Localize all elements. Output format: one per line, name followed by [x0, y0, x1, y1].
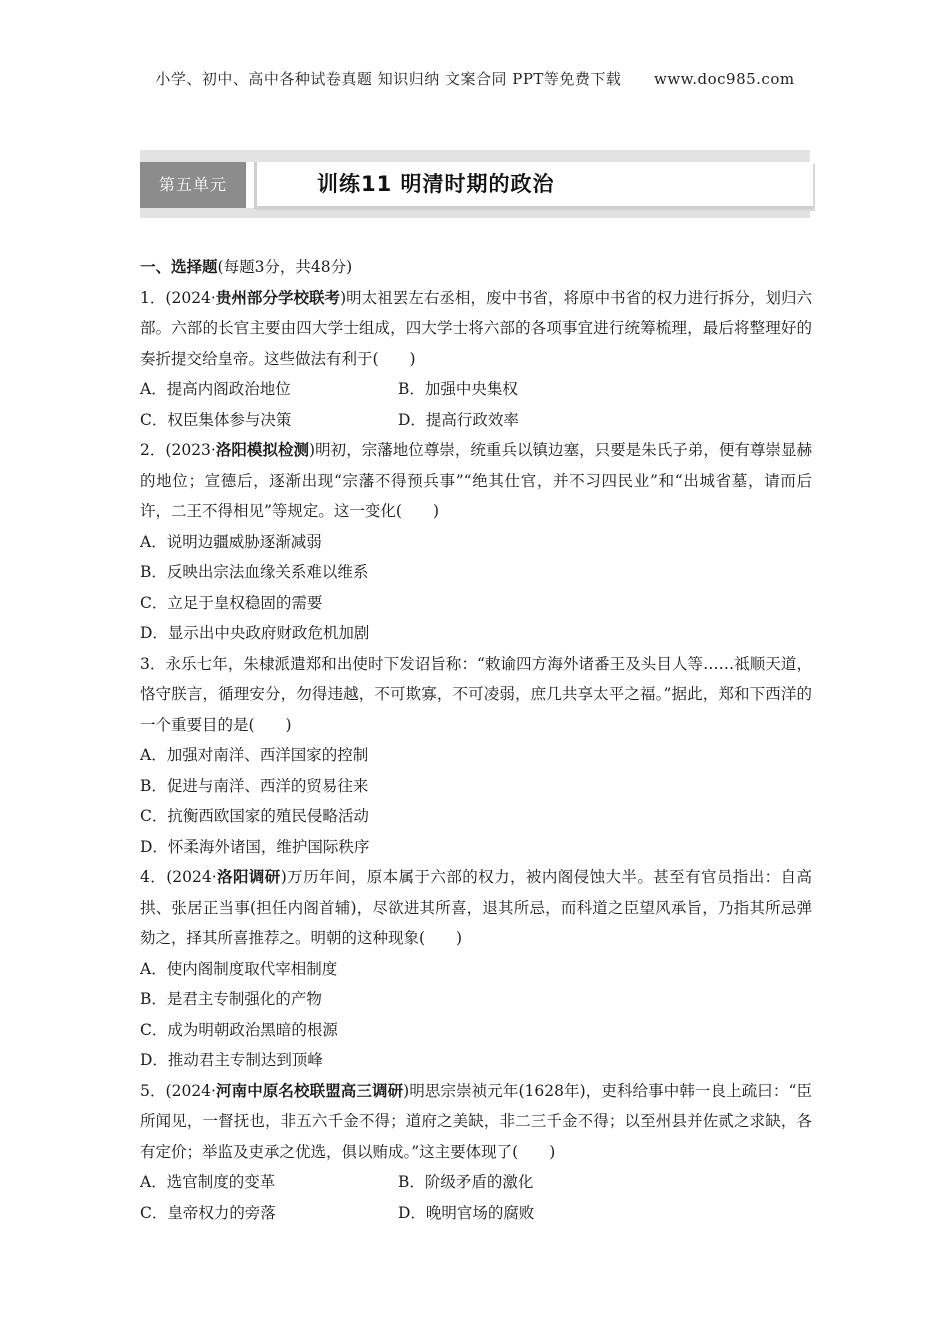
option-a[interactable]: A．提高内阁政治地位	[140, 380, 291, 398]
question-2	[140, 435, 812, 649]
option-d[interactable]: D．晚明官场的腐败	[398, 1203, 535, 1222]
question-5	[140, 1076, 812, 1229]
option-c[interactable]: C．立足于皇权稳固的需要	[140, 593, 323, 612]
question-source: 河南中原名校联盟高三调研	[215, 1081, 404, 1100]
option-d[interactable]: D．显示出中央政府财政危机加剧	[140, 624, 370, 642]
question-text: 万历年间，原本属于六部的权力，被内阁侵蚀大半。甚至有官员指出：自高拱、张居正当事(担任内阁首辅)，尽欲进其所喜，退其所忌，而科道之臣望风承旨，乃指其所忌弹劾之，择其所喜推荐之。明朝的这种现象( )	[140, 868, 812, 947]
source-close: )	[340, 288, 347, 307]
source-open: (2024·	[165, 288, 216, 307]
question-stem	[140, 435, 812, 527]
option-d[interactable]: D．怀柔海外诸国，维护国际秩序	[140, 837, 370, 856]
option-d[interactable]: D．推动君主专制达到顶峰	[140, 1051, 323, 1069]
source-close: )	[403, 1081, 410, 1100]
lesson-title: 训练11 明清时期的政治	[317, 172, 555, 196]
section-heading	[140, 252, 812, 283]
banner-stripe-bottom	[140, 208, 810, 218]
option-a[interactable]: A．说明边疆威胁逐渐减弱	[140, 532, 322, 551]
question-source: 贵州部分学校联考	[215, 288, 341, 307]
option-a[interactable]: A．使内阁制度取代宰相制度	[140, 959, 338, 978]
option-d[interactable]: D．提高行政效率	[398, 410, 519, 429]
section-note: (每题3分，共48分)	[217, 258, 353, 276]
options-row	[140, 1167, 812, 1198]
question-text: 永乐七年，朱棣派遣郑和出使时下发诏旨称：“敕谕四方海外诸番王及头目人等……祗顺天道，恪守朕言，循理安分，勿得违越，不可欺寡，不可凌弱，庶几共享太平之福。”据此，郑和下西洋的一个重要目的是( )	[140, 654, 812, 734]
options-row	[140, 374, 812, 405]
question-stem	[140, 1076, 812, 1168]
option-b[interactable]: B．阶级矛盾的激化	[398, 1173, 534, 1191]
question-3	[140, 649, 812, 863]
question-stem	[140, 283, 812, 375]
question-source: 洛阳调研	[216, 868, 281, 886]
unit-tag: 第五单元	[140, 162, 246, 208]
option-c[interactable]: C．权臣集体参与决策	[140, 410, 292, 429]
unit-banner	[140, 150, 810, 220]
exam-content	[140, 252, 812, 1228]
option-b[interactable]: B．加强中央集权	[398, 380, 518, 398]
options-row	[140, 1198, 812, 1229]
question-text: 明太祖罢左右丞相，废中书省，将原中书省的权力进行拆分，划归六部。六部的长官主要由四大学士组成，四大学士将六部的各项事宜进行统筹梳理，最后将整理好的奏折提交给皇帝。这些做法有利于( )	[140, 288, 812, 368]
question-number: 5．	[140, 1081, 166, 1100]
header-url[interactable]: www.doc985.com	[653, 70, 795, 88]
question-source: 洛阳模拟检测	[215, 441, 310, 459]
question-text: 明初，宗藩地位尊崇，统重兵以镇边塞，只要是朱氏子弟，便有尊崇显赫的地位；宣德后，逐渐出现“宗藩不得预兵事”“绝其仕官，并不习四民业”和“出城省墓，请而后许，二王不得相见”等规定。这一变化( )	[140, 441, 812, 520]
option-b[interactable]: B．反映出宗法血缘关系难以维系	[140, 563, 369, 581]
source-open: (2023·	[165, 441, 216, 459]
options-row	[140, 405, 812, 436]
title-box	[254, 162, 813, 209]
question-number: 4．	[140, 868, 167, 886]
question-4	[140, 862, 812, 1076]
header-text: 小学、初中、高中各种试卷真题 知识归纳 文案合同 PPT等免费下载	[155, 70, 622, 88]
option-a[interactable]: A．选官制度的变革	[140, 1173, 276, 1191]
option-a[interactable]: A．加强对南洋、西洋国家的控制	[140, 746, 369, 764]
option-b[interactable]: B．是君主专制强化的产物	[140, 990, 322, 1008]
source-open: (2024·	[165, 1081, 216, 1100]
option-b[interactable]: B．促进与南洋、西洋的贸易往来	[140, 776, 369, 795]
question-number: 1．	[140, 288, 166, 307]
option-c[interactable]: C．成为明朝政治黑暗的根源	[140, 1020, 338, 1039]
question-stem	[140, 649, 812, 741]
site-header	[0, 68, 950, 89]
section-title: 一、选择题	[140, 258, 218, 276]
source-close: )	[280, 868, 287, 886]
question-number: 3．	[140, 654, 166, 673]
source-close: )	[309, 441, 316, 459]
option-c[interactable]: C．皇帝权力的旁落	[140, 1203, 276, 1222]
option-c[interactable]: C．抗衡西欧国家的殖民侵略活动	[140, 807, 369, 825]
question-number: 2．	[140, 441, 166, 459]
question-stem	[140, 862, 812, 954]
source-open: (2024·	[166, 868, 217, 886]
question-text: 明思宗崇祯元年(1628年)，吏科给事中韩一良上疏曰：“臣所闻见，一督抚也，非五六千金不得；道府之美缺，非二三千金不得；以至州县并佐贰之求缺，各有定价；举监及吏承之优选，俱以贿成。”这主要体现了( )	[140, 1081, 812, 1161]
banner-stripe-top	[140, 150, 810, 162]
question-1	[140, 283, 812, 436]
